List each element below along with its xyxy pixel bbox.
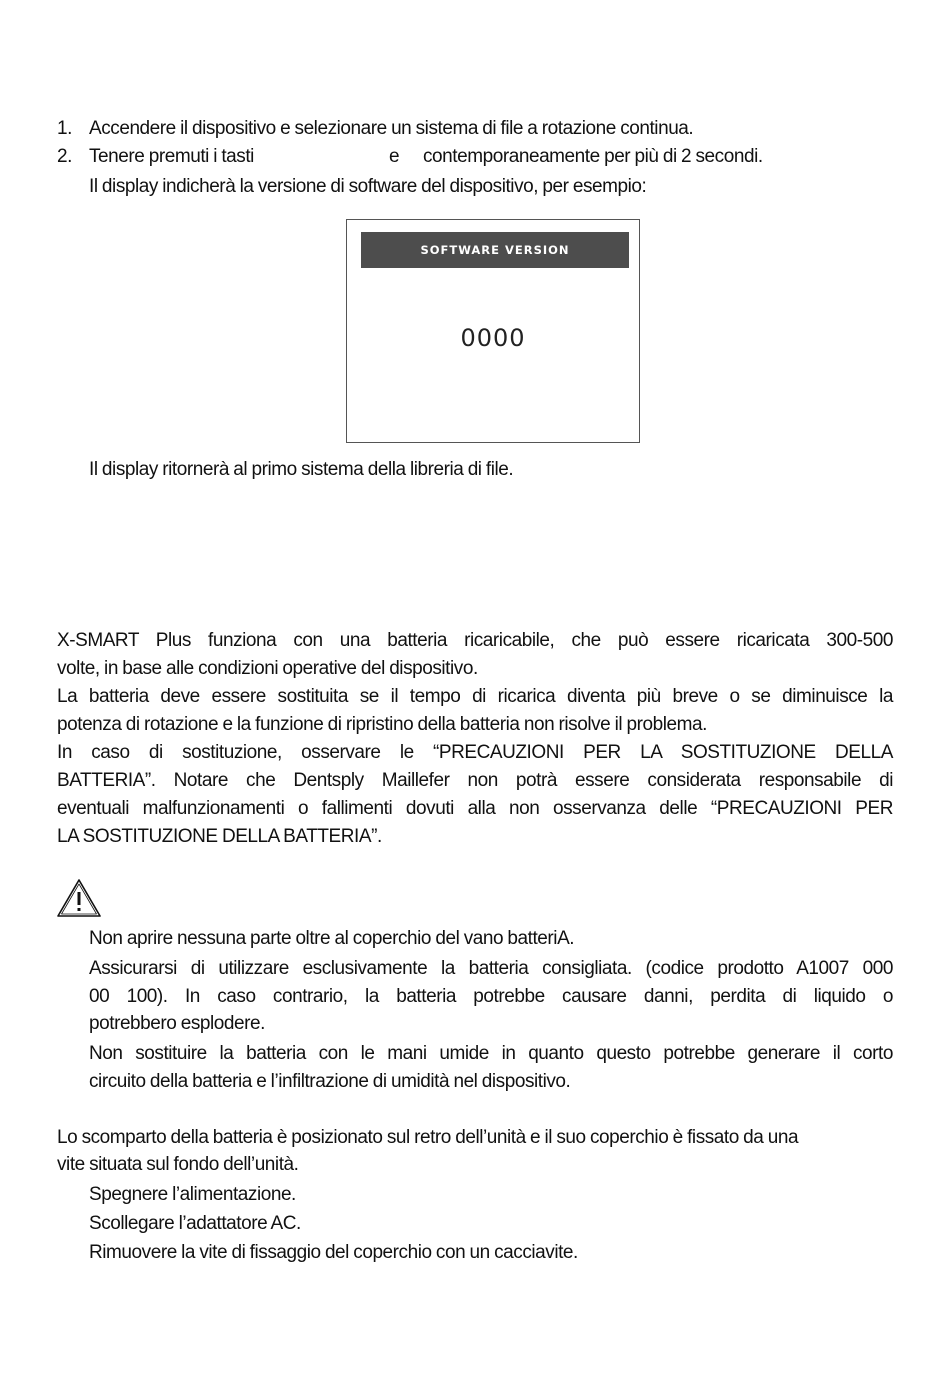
warning-line: Assicurarsi di utilizzare esclusivamente la batteria consigliata. (codice prodotto A1007 000: [89, 958, 893, 979]
warning-line: potrebbero esplodere.: [89, 1013, 265, 1034]
step-2-followup: Il display indicherà la versione di software del dispositivo, per esempio:: [89, 176, 647, 197]
warning-line: 00 100). In caso contrario, la batteria potrebbe causare danni, perdita di liquido o: [89, 986, 893, 1007]
compartment-step: Spegnere l’alimentazione.: [89, 1184, 296, 1205]
battery-paragraph-line: In caso di sostituzione, osservare le “PRECAUZIONI PER LA SOSTITUZIONE DELLA: [57, 742, 893, 763]
battery-paragraph-line: LA SOSTITUZIONE DELLA BATTERIA”.: [57, 826, 382, 847]
battery-paragraph-line: eventuali malfunzionamenti o fallimenti dovuti alla non osservanza delle “PRECAUZIONI PER: [57, 798, 893, 819]
warning-triangle-icon: [56, 878, 102, 918]
compartment-step: Rimuovere la vite di fissaggio del coperchio con un cacciavite.: [89, 1242, 578, 1263]
compartment-line: Lo scomparto della batteria è posizionato sul retro dell’unità e il suo coperchio è fissato da una: [57, 1127, 799, 1148]
warning-line: Non aprire nessuna parte oltre al coperchio del vano batteriA.: [89, 928, 575, 949]
battery-paragraph-line: volte, in base alle condizioni operative del dispositivo.: [57, 658, 478, 679]
warning-line: circuito della batteria e l’infiltrazione di umidità nel dispositivo.: [89, 1071, 571, 1092]
step-2-text-part3: contemporaneamente per più di 2 secondi.: [423, 146, 763, 167]
battery-paragraph-line: La batteria deve essere sostituita se il tempo di ricarica diventa più breve o se diminuisce la: [57, 686, 893, 707]
battery-paragraph-line: BATTERIA”. Notare che Dentsply Maillefer non potrà essere considerata responsabile di: [57, 770, 893, 791]
software-version-display: [346, 219, 640, 443]
battery-paragraph-line: potenza di rotazione e la funzione di ripristino della batteria non risolve il problema.: [57, 714, 707, 735]
compartment-step: Scollegare l’adattatore AC.: [89, 1213, 301, 1234]
compartment-line: vite situata sul fondo dell’unità.: [57, 1154, 299, 1175]
after-display-text: Il display ritornerà al primo sistema della libreria di file.: [89, 459, 514, 480]
step-1-text: Accendere il dispositivo e selezionare un sistema di file a rotazione continua.: [89, 118, 694, 139]
step-2-text-part1: Tenere premuti i tasti: [89, 146, 254, 167]
display-header: SOFTWARE VERSION: [361, 232, 629, 268]
step-2-text-part2: e: [389, 146, 400, 167]
step-2-number: 2.: [57, 146, 72, 167]
battery-paragraph-line: X-SMART Plus funziona con una batteria ricaricabile, che può essere ricaricata 300-500: [57, 630, 893, 651]
warning-line: Non sostituire la batteria con le mani umide in quanto questo potrebbe generare il corto: [89, 1043, 893, 1064]
display-version-value: 0000: [460, 324, 526, 352]
step-1-number: 1.: [57, 118, 72, 139]
